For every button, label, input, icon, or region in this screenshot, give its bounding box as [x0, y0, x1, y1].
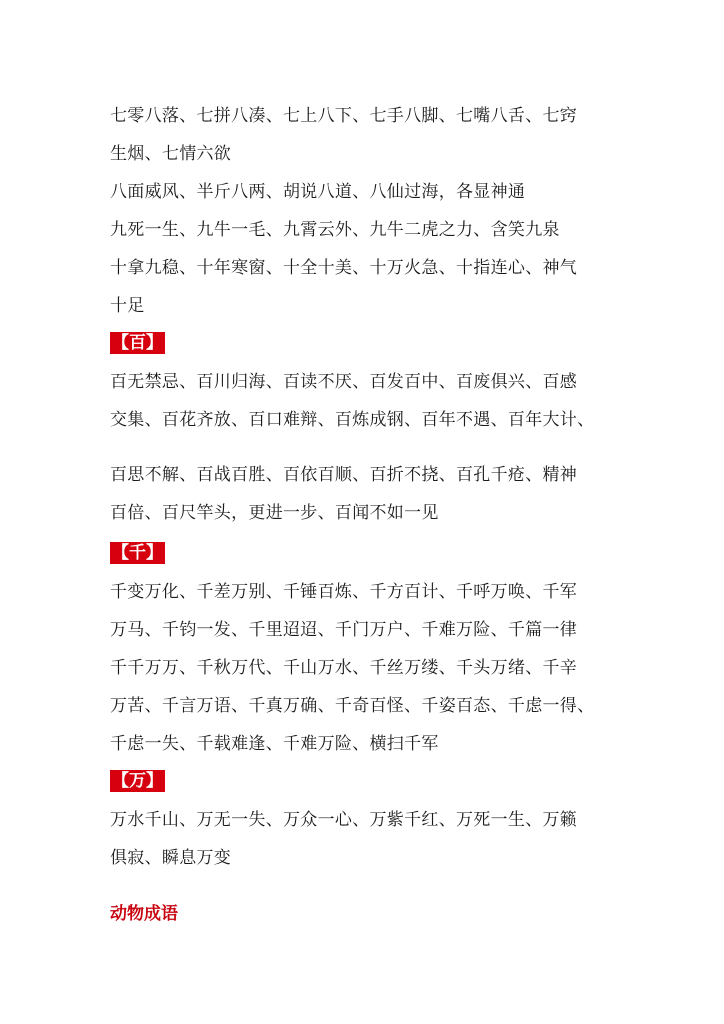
idiom-line: 百无禁忌、百川归海、百读不厌、百发百中、百废俱兴、百感	[110, 372, 578, 392]
idiom-line: 九死一生、九牛一毛、九霄云外、九牛二虎之力、含笑九泉	[110, 220, 560, 240]
idiom-line: 十足	[110, 296, 145, 316]
section-title: 动物成语	[110, 904, 178, 924]
idiom-line: 俱寂、瞬息万变	[110, 848, 232, 868]
idiom-line: 百倍、百尺竿头，更进一步、百闻不如一见	[110, 503, 439, 523]
idiom-line: 生烟、七情六欲	[110, 144, 232, 164]
section-tag-wan: 【万】	[112, 771, 163, 791]
idiom-line: 七零八落、七拼八凑、七上八下、七手八脚、七嘴八舌、七窍	[110, 106, 578, 126]
idiom-line: 千虑一失、千载难逢、千难万险、横扫千军	[110, 734, 439, 754]
section-tag-qian: 【千】	[112, 543, 163, 563]
idiom-line: 百思不解、百战百胜、百依百顺、百折不挠、百孔千疮、精神	[110, 465, 578, 485]
section-tag-bai: 【百】	[112, 333, 163, 353]
idiom-line: 千千万万、千秋万代、千山万水、千丝万缕、千头万绪、千辛	[110, 658, 578, 678]
idiom-line: 八面威风、半斤八两、胡说八道、八仙过海，各显神通	[110, 182, 526, 202]
idiom-line: 万水千山、万无一失、万众一心、万紫千红、万死一生、万籁	[110, 810, 578, 830]
idiom-line: 交集、百花齐放、百口难辩、百炼成钢、百年不遇、百年大计、	[110, 410, 595, 430]
idiom-line: 十拿九稳、十年寒窗、十全十美、十万火急、十指连心、神气	[110, 258, 578, 278]
idiom-line: 万苦、千言万语、千真万确、千奇百怪、千姿百态、千虑一得、	[110, 696, 595, 716]
idiom-line: 千变万化、千差万别、千锤百炼、千方百计、千呼万唤、千军	[110, 582, 578, 602]
idiom-line: 万马、千钧一发、千里迢迢、千门万户、千难万险、千篇一律	[110, 620, 578, 640]
